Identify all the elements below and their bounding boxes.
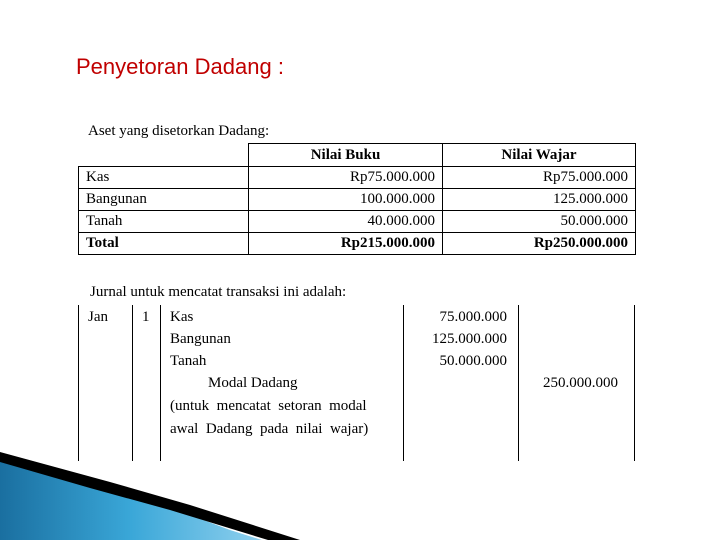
total-fair-value: Rp250.000.000 [443,233,636,255]
journal-rule-debit [518,305,519,461]
journal-credit-account: Modal Dadang [208,375,298,391]
header-book-value: Nilai Buku [249,144,443,167]
journal-month: Jan [88,309,108,325]
journal-caption: Jurnal untuk mencatat transaksi ini adalah: [90,284,347,300]
row-label: Tanah [79,211,249,233]
row-book-value: 100.000.000 [249,189,443,211]
journal-debit: 50.000.000 [439,353,507,369]
assets-header-row [79,144,636,167]
slide-title: Penyetoran Dadang : [76,54,284,79]
row-label: Kas [79,167,249,189]
journal-debit: 75.000.000 [439,309,507,325]
row-fair-value: 125.000.000 [443,189,636,211]
journal-rule-day [160,305,161,461]
journal-rule-credit [634,305,635,461]
total-label: Total [79,233,249,255]
journal-credit: 250.000.000 [543,375,618,391]
journal-account: Tanah [170,353,207,369]
header-fair-value: Nilai Wajar [443,144,636,167]
assets-caption: Aset yang disetorkan Dadang: [88,123,270,139]
row-fair-value: 50.000.000 [443,211,636,233]
row-label: Bangunan [79,189,249,211]
journal-note-line: (untuk mencatat setoran modal [170,398,367,414]
journal-note-line: awal Dadang pada nilai wajar) [170,421,369,437]
assets-table [78,143,636,255]
journal-rule-account [403,305,404,461]
table-row [79,189,636,211]
table-row [79,167,636,189]
journal-rule-left [78,305,79,461]
journal-debit: 125.000.000 [432,331,507,347]
header-blank-cell [79,144,249,167]
total-row [79,233,636,255]
row-book-value: 40.000.000 [249,211,443,233]
row-fair-value: Rp75.000.000 [443,167,636,189]
total-book-value: Rp215.000.000 [249,233,443,255]
journal-account: Bangunan [170,331,231,347]
table-row [79,211,636,233]
journal-account: Kas [170,309,194,325]
journal-rule-date [132,305,133,461]
journal-day: 1 [142,309,150,325]
row-book-value: Rp75.000.000 [249,167,443,189]
